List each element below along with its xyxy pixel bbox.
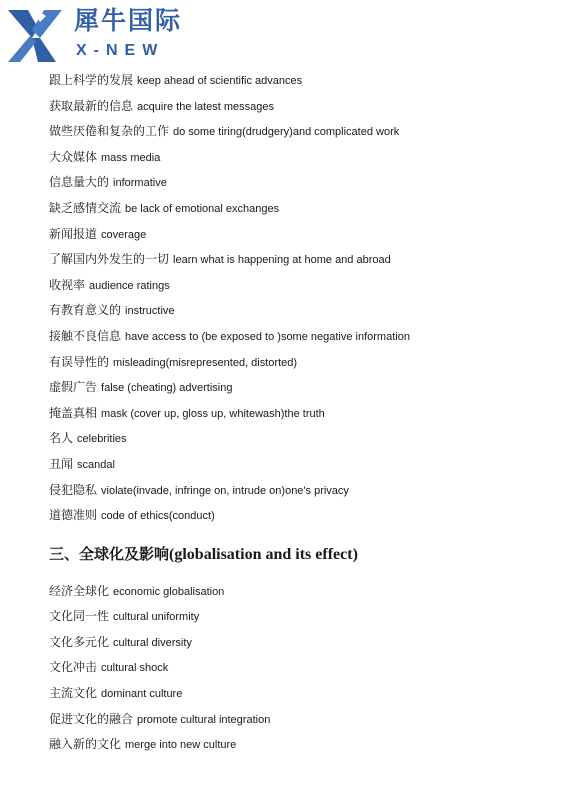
vocabulary-item-english: cultural uniformity [113,611,200,624]
section-heading-en: (globalisation and its effect) [169,545,358,563]
vocabulary-content [49,68,555,758]
vocabulary-item-chinese: 虚假广告 [49,380,98,395]
vocabulary-item-chinese: 促进文化的融合 [49,711,134,726]
vocabulary-item-english: celebrities [77,433,127,446]
vocabulary-item [49,119,555,145]
logo-english-text: X-NEW [76,42,165,59]
vocabulary-item-chinese: 了解国内外发生的一切 [49,252,170,267]
vocabulary-item-chinese: 丑闻 [49,456,74,471]
vocabulary-item-chinese: 侵犯隐私 [49,482,98,497]
vocabulary-item-english: do some tiring(drudgery)and complicated work [173,126,400,139]
vocabulary-item-chinese: 接触不良信息 [49,328,122,343]
vocabulary-list-globalisation [49,579,555,758]
vocabulary-item [49,298,555,324]
section-heading [49,539,555,569]
vocabulary-item-chinese: 文化多元化 [49,634,110,649]
vocabulary-item [49,655,555,681]
vocabulary-item-chinese: 掩盖真相 [49,405,98,420]
vocabulary-item-chinese: 经济全球化 [49,583,110,598]
vocabulary-item-english: be lack of emotional exchanges [125,202,280,215]
vocabulary-item [49,68,555,94]
vocabulary-item [49,401,555,427]
vocabulary-item-english: instructive [125,305,175,318]
vocabulary-item [49,196,555,222]
vocabulary-item-chinese: 名人 [49,431,74,446]
vocabulary-item-english: cultural diversity [113,636,192,649]
vocabulary-item-chinese: 跟上科学的发展 [49,73,134,87]
vocabulary-item-chinese: 道德准则 [49,508,98,523]
vocabulary-item [49,350,555,376]
vocabulary-item [49,324,555,350]
vocabulary-item-english: economic globalisation [113,585,225,598]
vocabulary-item [49,630,555,656]
vocabulary-item-english: mass media [101,151,161,164]
vocabulary-item [49,426,555,452]
vocabulary-item [49,579,555,605]
vocabulary-item [49,94,555,120]
vocabulary-item-english: misleading(misrepresented, distorted) [113,356,298,369]
vocabulary-item [49,375,555,401]
vocabulary-item [49,452,555,478]
vocabulary-item-english: mask (cover up, gloss up, whitewash)the truth [101,407,325,420]
vocabulary-item-chinese: 主流文化 [49,686,98,701]
vocabulary-item-english: learn what is happening at home and abroad [173,254,391,267]
vocabulary-item [49,681,555,707]
vocabulary-item [49,503,555,529]
vocabulary-item-english: scandal [77,458,115,471]
vocabulary-item [49,170,555,196]
vocabulary-list-media [49,68,555,529]
vocabulary-item-english: false (cheating) advertising [101,382,233,395]
vocabulary-item-english: acquire the latest messages [137,100,274,113]
vocabulary-item-chinese: 缺乏感情交流 [49,200,122,215]
vocabulary-item-english: violate(invade, infringe on, intrude on)one's privacy [101,484,349,497]
vocabulary-item-english: promote cultural integration [137,713,271,726]
vocabulary-item-english: code of ethics(conduct) [101,510,215,523]
vocabulary-item-chinese: 收视率 [49,277,86,292]
vocabulary-item-english: have access to (be exposed to )some negative information [125,330,410,343]
vocabulary-item [49,247,555,273]
vocabulary-item-chinese: 信息量大的 [49,175,110,190]
vocabulary-item-chinese: 做些厌倦和复杂的工作 [49,124,170,139]
vocabulary-item-english: cultural shock [101,662,169,675]
vocabulary-item-english: merge into new culture [125,739,237,752]
vocabulary-item [49,145,555,171]
vocabulary-item-chinese: 有教育意义的 [49,303,122,318]
vocabulary-item-english: audience ratings [89,279,170,292]
vocabulary-item-english: informative [113,177,167,190]
vocabulary-item-english: coverage [101,228,147,241]
logo-chinese-text: 犀牛国际 [74,6,183,35]
vocabulary-item-chinese: 有误导性的 [49,354,110,369]
vocabulary-item-chinese: 融入新的文化 [49,737,122,752]
vocabulary-item [49,604,555,630]
vocabulary-item [49,478,555,504]
section-heading-cn: 三、全球化及影响 [49,544,170,563]
vocabulary-item-chinese: 文化冲击 [49,660,98,675]
vocabulary-item [49,273,555,299]
vocabulary-item-chinese: 新闻报道 [49,226,98,241]
vocabulary-item-english: dominant culture [101,688,183,701]
brand-logo [0,0,183,68]
vocabulary-item-chinese: 大众媒体 [49,149,98,164]
vocabulary-item [49,222,555,248]
vocabulary-item-english: keep ahead of scientific advances [137,75,303,87]
vocabulary-item-chinese: 文化同一性 [49,609,110,624]
rhino-x-logo-icon [6,6,64,64]
vocabulary-item-chinese: 获取最新的信息 [49,98,134,113]
vocabulary-item [49,707,555,733]
vocabulary-item [49,732,555,758]
